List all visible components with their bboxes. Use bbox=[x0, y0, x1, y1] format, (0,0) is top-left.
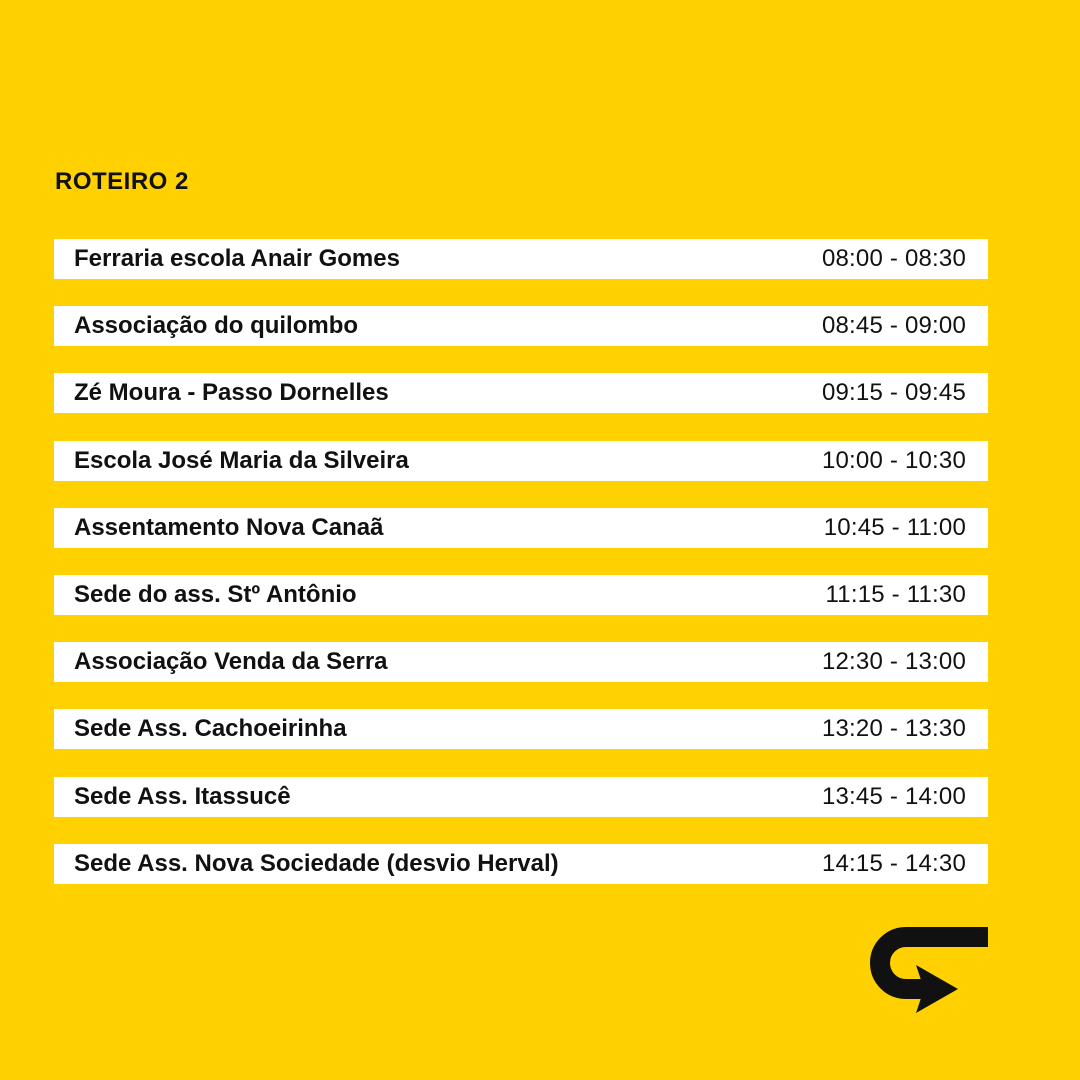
schedule-row bbox=[54, 575, 988, 615]
stop-name: Associação do quilombo bbox=[74, 312, 359, 340]
schedule-list bbox=[54, 239, 988, 884]
u-turn-arrow-icon bbox=[866, 926, 990, 1018]
stop-name: Sede do ass. Stº Antônio bbox=[74, 580, 357, 608]
stop-name: Sede Ass. Cachoeirinha bbox=[74, 715, 347, 743]
stop-time: 08:00 - 08:30 bbox=[821, 245, 966, 272]
schedule-row bbox=[54, 239, 988, 279]
stop-time: 13:20 - 13:30 bbox=[821, 715, 966, 743]
schedule-row bbox=[54, 709, 988, 749]
stop-time: 09:15 - 09:45 bbox=[821, 379, 966, 407]
schedule-row bbox=[54, 777, 988, 817]
stop-name: Associação Venda da Serra bbox=[74, 648, 388, 676]
stop-time: 11:15 - 11:30 bbox=[825, 580, 966, 608]
stop-name: Sede Ass. Itassucê bbox=[74, 782, 291, 810]
stop-name: Sede Ass. Nova Sociedade (desvio Herval) bbox=[74, 849, 559, 877]
stop-time: 14:15 - 14:30 bbox=[821, 849, 966, 877]
stop-name: Assentamento Nova Canaã bbox=[74, 513, 384, 541]
stop-time: 10:45 - 11:00 bbox=[823, 513, 966, 541]
page-title: ROTEIRO 2 bbox=[55, 168, 189, 195]
stop-time: 12:30 - 13:00 bbox=[821, 648, 966, 676]
schedule-row bbox=[54, 441, 988, 481]
schedule-row bbox=[54, 844, 988, 884]
stop-name: Escola José Maria da Silveira bbox=[74, 446, 409, 474]
stop-name: Zé Moura - Passo Dornelles bbox=[74, 379, 389, 407]
stop-name: Ferraria escola Anair Gomes bbox=[74, 245, 400, 272]
schedule-row bbox=[54, 642, 988, 682]
stop-time: 08:45 - 09:00 bbox=[821, 312, 966, 340]
schedule-row bbox=[54, 306, 988, 346]
stop-time: 10:00 - 10:30 bbox=[821, 446, 966, 474]
schedule-row bbox=[54, 373, 988, 413]
stop-time: 13:45 - 14:00 bbox=[821, 782, 966, 810]
schedule-row bbox=[54, 508, 988, 548]
